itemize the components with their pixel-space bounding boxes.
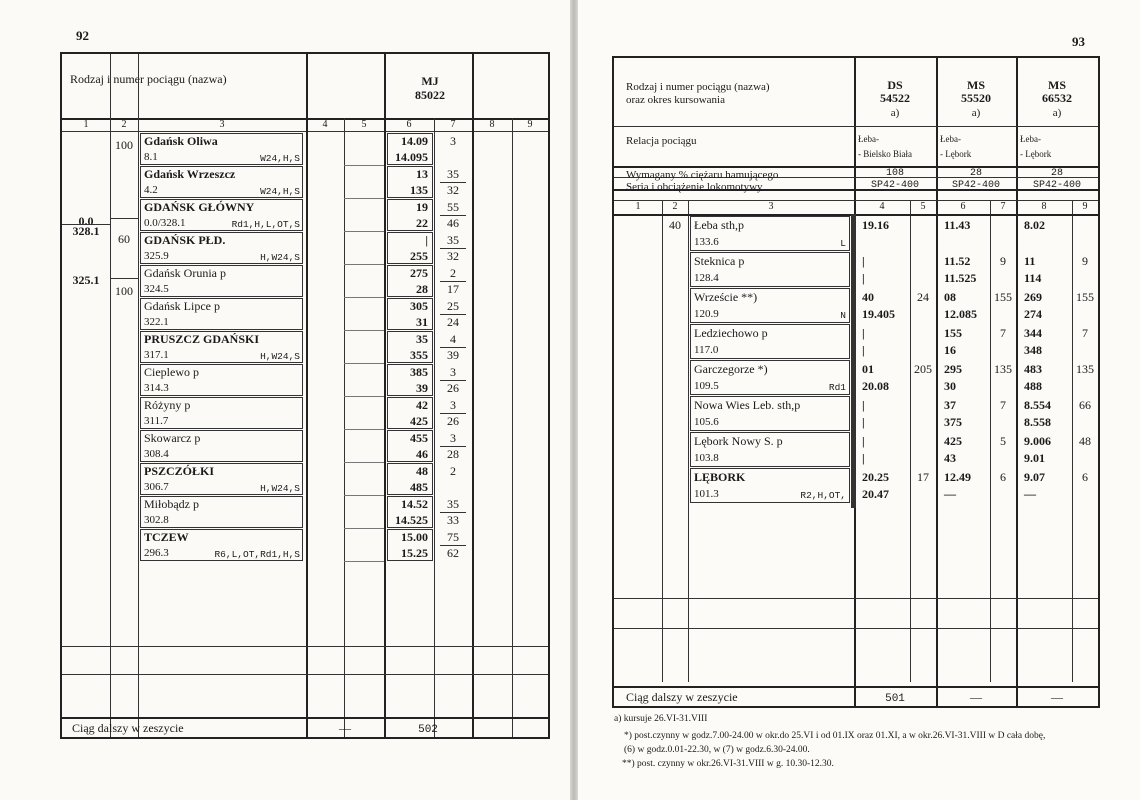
departure-time: 375 <box>944 415 962 429</box>
continuation-dash: — <box>970 690 982 704</box>
station-codes: R6,L,OT,Rd1,H,S <box>214 549 300 560</box>
arrival-time: 37 <box>944 398 956 412</box>
continuation-number: 501 <box>885 693 905 705</box>
train-relation: - Lębork <box>940 149 972 159</box>
row-divider <box>344 528 384 529</box>
row-divider <box>614 503 662 504</box>
dwell-time: 25 <box>447 299 459 313</box>
row-divider <box>614 287 662 288</box>
column-number: 2 <box>672 201 678 212</box>
departure-time: 135 <box>410 183 428 197</box>
km-mark: 325.1 <box>72 273 100 287</box>
column-number: 5 <box>361 119 367 130</box>
station-name: Miłobądz p <box>144 497 199 511</box>
departure-time: 20.47 <box>862 487 889 501</box>
arrival-time: | <box>862 434 865 448</box>
dwell-time: 7 <box>1000 326 1006 340</box>
station-km: 322.1 <box>144 316 169 328</box>
station-km: 306.7 <box>144 481 169 493</box>
dwell-time: 155 <box>1076 290 1094 304</box>
train-number: 55520 <box>961 91 991 105</box>
station-km: 296.3 <box>144 547 169 559</box>
arrival-time: 11.43 <box>944 218 971 232</box>
column-number: 1 <box>635 201 641 212</box>
station-code: R2,H,OT, <box>800 490 846 501</box>
arrival-time: 19.16 <box>862 218 889 232</box>
arrival-time: 295 <box>944 362 962 376</box>
departure-time: 255 <box>410 249 428 263</box>
run-time: 62 <box>447 546 459 560</box>
speed-limit: 100 <box>115 138 133 152</box>
station-km: 8.1 <box>144 151 158 163</box>
run-time: 33 <box>447 513 459 527</box>
row-divider <box>344 198 384 199</box>
station-name: Garczegorze *) <box>694 362 768 376</box>
arrival-time: 269 <box>1024 290 1042 304</box>
station-name: LĘBORK <box>694 470 746 484</box>
station-name: Gdańsk Wrzeszcz <box>144 167 236 181</box>
arrival-time: 14.52 <box>401 497 428 511</box>
row-divider <box>614 251 662 252</box>
station-km: 325.9 <box>144 250 169 262</box>
row-divider <box>344 495 384 496</box>
row-divider <box>344 396 384 397</box>
train-category: MS <box>967 78 985 92</box>
dwell-time: 35 <box>447 497 459 511</box>
arrival-time: 20.25 <box>862 470 889 484</box>
departure-time: 30 <box>944 379 956 393</box>
column-number: 5 <box>920 201 926 212</box>
column-number: 7 <box>1000 201 1006 212</box>
dwell-time: 3 <box>450 134 456 148</box>
station-name: Steknica p <box>694 254 745 268</box>
station-codes: W24,H,S <box>260 186 300 197</box>
arrival-time: 12.49 <box>944 470 971 484</box>
run-time: 46 <box>447 216 459 230</box>
dwell-time: 3 <box>450 398 456 412</box>
station-name: Lębork Nowy S. p <box>694 434 783 448</box>
brake-percent: 28 <box>1050 168 1063 179</box>
station-km: 0.0/328.1 <box>144 217 186 229</box>
arrival-time: 11.52 <box>944 254 971 268</box>
row-divider <box>344 363 384 364</box>
speed-limit: 60 <box>118 232 130 246</box>
station-code: Rd1 <box>828 382 846 393</box>
km-mark: 0.0 <box>78 214 94 228</box>
row-divider <box>344 429 384 430</box>
arrival-time: 455 <box>410 431 428 445</box>
arrival-time: 11 <box>1024 254 1036 268</box>
dwell-time: 9 <box>1000 254 1006 268</box>
dwell-time: 35 <box>447 167 459 181</box>
arrival-time: | <box>862 254 865 268</box>
timetable-left <box>60 52 550 739</box>
departure-time: | <box>862 451 865 465</box>
row-divider <box>344 264 384 265</box>
arrival-time: 42 <box>416 398 428 412</box>
arrival-time: 14.09 <box>401 134 428 148</box>
page-number-right: 93 <box>1072 34 1085 49</box>
arrival-time: 19 <box>416 200 428 214</box>
loco-label: Seria i obciążenie lokomotywy <box>626 181 763 193</box>
dwell-time: 135 <box>994 362 1012 376</box>
train-category: DS <box>887 78 903 92</box>
column-number: 3 <box>219 119 225 130</box>
dwell-time: 9 <box>1082 254 1088 268</box>
station-km: 103.8 <box>694 452 719 464</box>
dwell-time: 2 <box>450 464 456 478</box>
arrival-time: 385 <box>410 365 428 379</box>
dwell-time: 6 <box>1000 470 1006 484</box>
right-page <box>578 0 1140 800</box>
row-divider <box>614 395 662 396</box>
train-type-header: Rodzaj i numer pociągu (nazwa) <box>70 72 227 86</box>
departure-time: | <box>862 415 865 429</box>
speed-limit: 40 <box>669 218 681 232</box>
station-name: Nowa Wies Leb. sth,p <box>694 398 801 412</box>
row-divider <box>614 467 662 468</box>
departure-time: 28 <box>416 282 428 296</box>
continuation-number: 502 <box>418 724 438 736</box>
arrival-time: 425 <box>944 434 962 448</box>
station-codes: H,W24,S <box>260 252 300 263</box>
departure-time: 22 <box>416 216 428 230</box>
departure-time: 31 <box>416 315 428 329</box>
row-divider <box>344 165 384 166</box>
station-km: 308.4 <box>144 448 169 460</box>
arrival-time: | <box>862 326 865 340</box>
train-number: 85022 <box>415 88 445 102</box>
station-name: Różyny p <box>144 398 191 412</box>
train-category: MS <box>1048 78 1066 92</box>
station-name: Ledziechowo p <box>694 326 768 340</box>
loco-series: SP42-400 <box>951 180 1000 191</box>
departure-time: 9.01 <box>1024 451 1045 465</box>
station-km: 117.0 <box>694 344 719 356</box>
station-km: 311.7 <box>144 415 169 427</box>
station-name: PRUSZCZ GDAŃSKI <box>144 332 260 346</box>
arrival-time: 48 <box>416 464 428 478</box>
train-note: a) <box>1052 107 1062 119</box>
departure-time: 16 <box>944 343 956 357</box>
departure-time: 348 <box>1024 343 1042 357</box>
station-name: Łeba sth,p <box>694 218 744 232</box>
arrival-time: 35 <box>416 332 428 346</box>
station-km: 314.3 <box>144 382 169 394</box>
train-category: MJ <box>421 74 439 88</box>
station-km: 133.6 <box>694 236 719 248</box>
train-number: 66532 <box>1042 91 1072 105</box>
station-km: 128.4 <box>694 272 719 284</box>
run-time: 26 <box>447 381 459 395</box>
station-name: TCZEW <box>144 530 189 544</box>
departure-time: — <box>1024 487 1036 501</box>
station-km: 317.1 <box>144 349 169 361</box>
station-name: Cieplewo p <box>144 365 199 379</box>
dwell-time: 48 <box>1079 434 1091 448</box>
departure-time: — <box>944 487 956 501</box>
station-km: 302.8 <box>144 514 169 526</box>
row-divider <box>344 297 384 298</box>
row-divider <box>614 431 662 432</box>
station-name: Gdańsk Orunia p <box>144 266 226 280</box>
run-time: 28 <box>447 447 459 461</box>
footnote: **) post. czynny w okr.26.VI-31.VIII w g. 10.30-12.30. <box>622 759 834 769</box>
arrival-time: 15.00 <box>401 530 428 544</box>
station-codes: H,W24,S <box>260 483 300 494</box>
station-name: Gdańsk Lipce p <box>144 299 220 313</box>
loco-series: SP42-400 <box>870 180 919 191</box>
column-number: 9 <box>1082 201 1088 212</box>
train-type-header: Rodzaj i numer pociągu (nazwa) <box>626 81 770 93</box>
row-divider <box>614 323 662 324</box>
arrival-time: 305 <box>410 299 428 313</box>
train-note: a) <box>890 107 900 119</box>
train-relation: - Bielsko Biała <box>858 149 912 159</box>
column-number: 7 <box>450 119 456 130</box>
continuation-dash: — <box>1051 690 1063 704</box>
run-time: 32 <box>447 183 459 197</box>
footnote: *) post.czynny w godz.7.00-24.00 w okr.do 25.VI i od 01.IX oraz 01.XI, a w okr.26.VI-31.VIII w D cała dobę, <box>624 731 1046 741</box>
dwell-time: 55 <box>447 200 459 214</box>
run-time: 32 <box>447 249 459 263</box>
dwell-time: 205 <box>914 362 932 376</box>
station-km: 101.3 <box>694 488 719 500</box>
dwell-time: 5 <box>1000 434 1006 448</box>
column-number: 2 <box>121 119 127 130</box>
departure-time: 46 <box>416 447 428 461</box>
speed-limit: 100 <box>115 284 133 298</box>
arrival-time: 13 <box>416 167 428 181</box>
departure-time: 43 <box>944 451 956 465</box>
timetable-right <box>612 56 1100 708</box>
departure-time: 425 <box>410 414 428 428</box>
station-km: 4.2 <box>144 184 158 196</box>
dwell-time: 24 <box>917 290 929 304</box>
column-number: 4 <box>879 201 885 212</box>
column-number: 6 <box>406 119 412 130</box>
brake-label: Wymagany % ciężaru hamującego <box>626 169 779 181</box>
station-name: GDAŃSK GŁÓWNY <box>144 200 255 214</box>
row-divider <box>344 462 384 463</box>
row-divider <box>344 561 384 562</box>
brake-percent: 28 <box>969 168 982 179</box>
arrival-time: 08 <box>944 290 956 304</box>
continuation-dash: — <box>339 721 351 735</box>
train-number: 54522 <box>880 91 910 105</box>
column-number: 9 <box>527 119 533 130</box>
arrival-time: 344 <box>1024 326 1042 340</box>
dwell-time: 6 <box>1082 470 1088 484</box>
column-number: 3 <box>768 201 774 212</box>
arrival-time: 40 <box>862 290 874 304</box>
row-divider <box>344 330 384 331</box>
train-relation: Łeba- <box>858 134 879 144</box>
dwell-time: 7 <box>1082 326 1088 340</box>
dwell-time: 3 <box>450 365 456 379</box>
column-number: 4 <box>322 119 328 130</box>
station-name: Wrzeście **) <box>694 290 758 304</box>
column-number: 6 <box>960 201 966 212</box>
km-mark: 328.1 <box>72 224 100 238</box>
dwell-time: 66 <box>1079 398 1091 412</box>
station-codes: W24,H,S <box>260 153 300 164</box>
departure-time: 485 <box>410 480 428 494</box>
departure-time: 12.085 <box>944 307 977 321</box>
departure-time: 20.08 <box>862 379 889 393</box>
column-number: 8 <box>489 119 495 130</box>
station-km: 324.5 <box>144 283 169 295</box>
dwell-time: 4 <box>450 332 456 346</box>
station-km: 109.5 <box>694 380 719 392</box>
departure-time: 488 <box>1024 379 1042 393</box>
train-relation: Łeba- <box>940 134 961 144</box>
relation-label: Relacja pociągu <box>626 135 697 147</box>
run-time: 17 <box>447 282 459 296</box>
row-divider <box>614 359 662 360</box>
departure-time: 355 <box>410 348 428 362</box>
station-code: N <box>840 310 846 321</box>
page-number-left: 92 <box>76 28 89 43</box>
arrival-time: 8.02 <box>1024 218 1045 232</box>
book-gutter <box>570 0 578 800</box>
arrival-time: | <box>862 398 865 412</box>
departure-time: 114 <box>1024 271 1042 285</box>
train-relation: Łeba- <box>1020 134 1041 144</box>
run-time: 39 <box>447 348 459 362</box>
train-relation: - Lębork <box>1020 149 1052 159</box>
station-km: 105.6 <box>694 416 719 428</box>
departure-time: | <box>862 271 865 285</box>
departure-time: | <box>862 343 865 357</box>
run-time: 24 <box>447 315 459 329</box>
departure-time: 39 <box>416 381 428 395</box>
train-period-header: oraz okres kursowania <box>626 94 725 106</box>
station-name: PSZCZÓŁKI <box>144 464 215 478</box>
departure-time: 11.525 <box>944 271 977 285</box>
train-note: a) <box>971 107 981 119</box>
arrival-time: 9.006 <box>1024 434 1051 448</box>
dwell-time: 3 <box>450 431 456 445</box>
dwell-time: 35 <box>447 233 459 247</box>
dwell-time: 135 <box>1076 362 1094 376</box>
departure-time: 14.095 <box>395 150 428 164</box>
arrival-time: 155 <box>944 326 962 340</box>
departure-time: 274 <box>1024 307 1042 321</box>
row-divider <box>344 231 384 232</box>
arrival-time: | <box>425 233 428 247</box>
station-name: Gdańsk Oliwa <box>144 134 218 148</box>
station-name: GDAŃSK PŁD. <box>144 233 226 247</box>
station-codes: Rd1,H,L,OT,S <box>231 219 300 230</box>
continuation-label: Ciąg dalszy w zeszycie <box>626 690 738 704</box>
dwell-time: 155 <box>994 290 1012 304</box>
station-code: L <box>840 238 846 249</box>
continuation-label: Ciąg dalszy w zeszycie <box>72 721 184 735</box>
departure-time: 8.558 <box>1024 415 1051 429</box>
column-number: 1 <box>83 119 89 130</box>
departure-time: 19.405 <box>862 307 895 321</box>
dwell-time: 75 <box>447 530 459 544</box>
dwell-time: 2 <box>450 266 456 280</box>
column-number: 8 <box>1041 201 1047 212</box>
arrival-time: 275 <box>410 266 428 280</box>
station-km: 120.9 <box>694 308 719 320</box>
arrival-time: 8.554 <box>1024 398 1051 412</box>
run-time: 26 <box>447 414 459 428</box>
brake-percent: 108 <box>885 168 904 179</box>
footnote: (6) w godz.0.01-22.30, w (7) w godz.6.30-24.00. <box>624 745 810 755</box>
station-codes: H,W24,S <box>260 351 300 362</box>
arrival-time: 483 <box>1024 362 1042 376</box>
arrival-time: 01 <box>862 362 874 376</box>
dwell-time: 7 <box>1000 398 1006 412</box>
station-name: Skowarcz p <box>144 431 201 445</box>
arrival-time: 9.07 <box>1024 470 1045 484</box>
loco-series: SP42-400 <box>1032 180 1081 191</box>
departure-time: 14.525 <box>395 513 428 527</box>
dwell-time: 17 <box>917 470 929 484</box>
departure-time: 15.25 <box>401 546 428 560</box>
footnote: a) kursuje 26.VI-31.VIII <box>614 714 708 724</box>
